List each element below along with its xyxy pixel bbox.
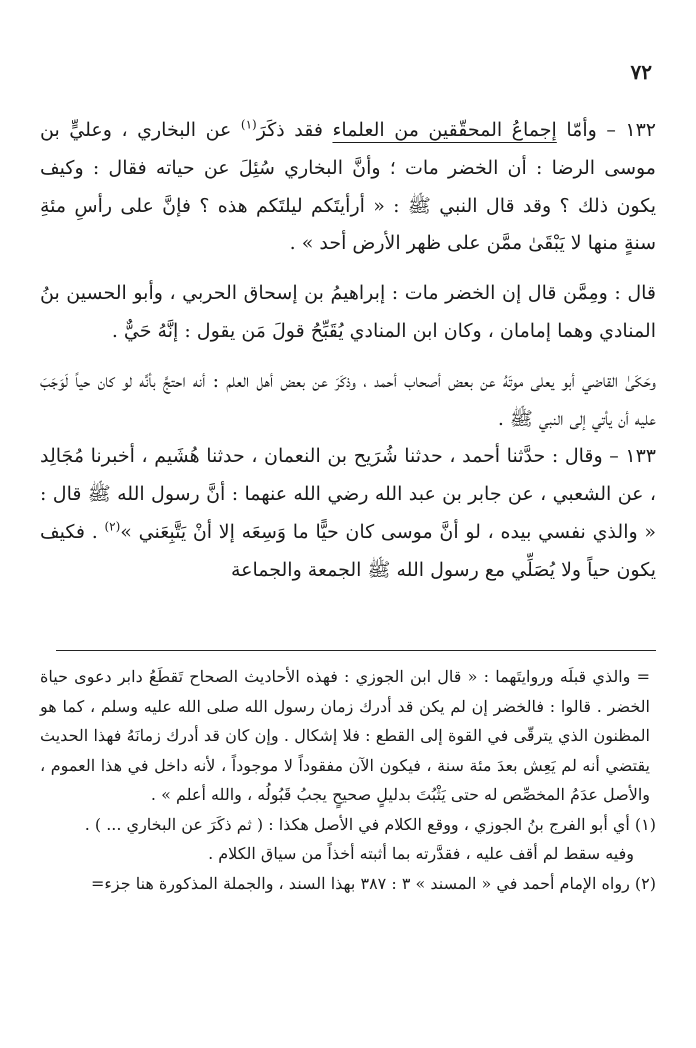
main-text: [40, 112, 656, 590]
paragraph-133-rest: . فكيف يكون حياً ولا يُصَلِّي مع رسول الله ﷺ الجمعة والجماعة: [40, 520, 656, 581]
footnote-1-continued: وفيه سقط لم أقف عليه ، فقدَّرته بما أثبته أخذاً من سياق الكلام .: [208, 844, 634, 863]
paragraph-133-text: ١٣٣ – وقال : حدَّثنا أحمد ، حدثنا شُرَيح بن النعمان ، حدثنا هُشَيم ، أخبرنا مُجَالِد ، عن الشعبي ، عن جابر بن عبد الله رضي الله عنهما : أنَّ رسول الله ﷺ قال : « والذي نفسي بيده ، لو أنَّ موسى كان حيًّا ما وَسِعَه إلا أنْ يَتَّبِعَني »: [40, 445, 656, 543]
paragraph-132: [40, 112, 656, 263]
footnote-2: (٢) رواه الإمام أحمد في « المسند » ٣ : ٣٨٧ بهذا السند ، والجملة المذكورة هنا جزء=: [90, 873, 656, 893]
paragraph-132-after: فقد ذكَرَ: [256, 119, 333, 141]
footnote-divider: [56, 650, 656, 651]
footnote-ref-2: (٢): [104, 519, 121, 534]
footnote-ref-1: (١): [240, 117, 257, 132]
footnote-continuation: = والذي قبلَه وروايتَهما : « قال ابن الجوزي : فهذه الأحاديث الصحاح تَقطَعُ دابر دعوى حياة الخضر . قالوا : فالخضر إن لم يكن قد أدرك زمان رسول الله صلى الله عليه وسلم ، كما هو المظنون الذي يترقّى في القوة إلى القطع : فلا إشكال . وإن كان قد أدرك زمانَهُ فهذا الحديث يقتضي أنه لم يَعِش بعدَ مئة سنة ، فيكون الآن مفقوداً لا موجوداً ، لأنه داخل في هذا العموم ، والأصل عدَمُ المخصِّص له حتى يَثْبُتَ بدليلٍ صحيحٍ يجبُ قَبُولُه ، والله أعلم » .: [40, 667, 651, 804]
paragraph-harbi: قال : ومِمَّن قال إن الخضر مات : إبراهيمُ بن إسحاق الحربي ، وأبو الحسين بنُ المنادي وهما إمامان ، وكان ابن المنادي يُقَبِّحُ قولَ مَن يقول : إنَّهُ حَيٌّ .: [40, 282, 656, 342]
paragraph-132-rest: عن البخاري ، وعليٍّ بن موسى الرضا : أن الخضر مات ؛ وأنَّ البخاري سُئِلَ عن حياته فقال : وكيف يكون ذلك ؟ وقد قال النبي ﷺ : « أرأيتَكم ليلتَكم هذه ؟ فإنَّ على رأسِ مئةِ سنةٍ منها لا يَبْقَىٰ ممَّن على ظهر الأرض أحد » .: [40, 119, 656, 255]
paragraph-132-prefix: ١٣٢ – وأمّا: [556, 119, 656, 141]
page-number: ٧٢: [630, 60, 652, 84]
footnote-1: (١) أي أبو الفرج بنُ الجوزي ، ووقع الكلام في الأصل هكذا : ( ثم ذكَرَ عن البخاري ... ) .: [84, 814, 656, 834]
paragraph-abu-yala: وحَكَىٰ القاضي أبو يعلى موتَهُ عن بعض أصحاب أحمد ، وذكَرَ عن بعض أهل العلم : أنه احتجَّ بأنَّه لو كان حياً لَوَجَبَ عليه أن يأتي إلى النبي ﷺ .: [40, 369, 656, 430]
footnotes: [40, 662, 656, 898]
paragraph-133: [40, 438, 656, 589]
underlined-phrase: إجماعُ المحقّقين من العلماء: [332, 119, 557, 141]
